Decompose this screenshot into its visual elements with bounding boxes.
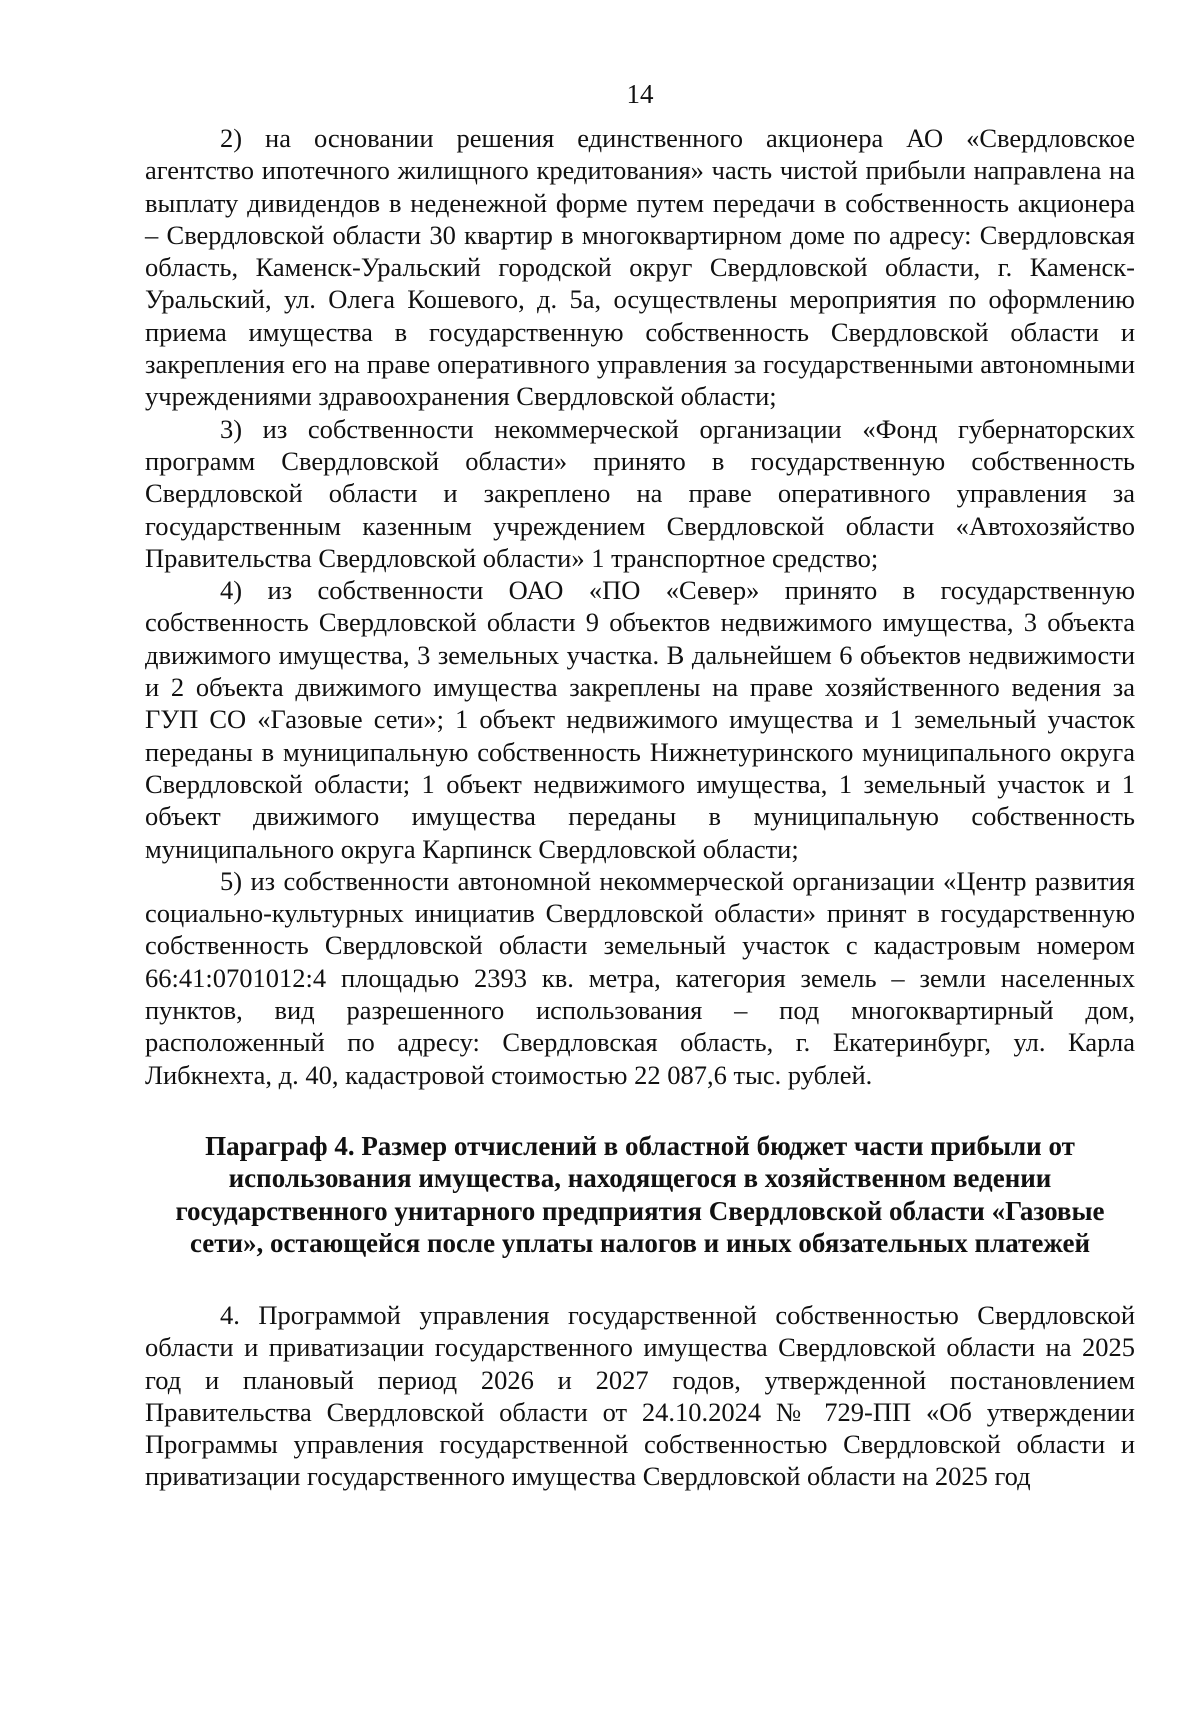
list-item-4: 4) из собственности ОАО «ПО «Север» принято в государственную собственность Свердловской области 9 объектов недвижимого имущества, 3 объекта движимого имущества, 3 земельных участка. В дальнейшем 6 объектов недвижимости и 2 объекта движимого имущества закреплены на праве хозяйственного ведения за ГУП СО «Газовые сети»; 1 объект недвижимого имущества и 1 земельный участок переданы в муниципальную собственность Нижнетуринского муниципального округа Свердловской области; 1 объект недвижимого имущества, 1 земельный участок и 1 объект движимого имущества переданы в муниципальную собственность муниципального округа Карпинск Свердловской области; <box>145 575 1135 864</box>
list-item-2: 2) на основании решения единственного акционера АО «Свердловское агентство ипотечного жилищного кредитования» часть чистой прибыли направлена на выплату дивидендов в неденежной форме путем передачи в собственность акционера – Свердловской области 30 квартир в многоквартирном доме по адресу: Свердловская область, Каменск-Уральский городской округ Свердловской области, г. Каменск-Уральский, ул. Олега Кошевого, д. 5а, осуществлены мероприятия по оформлению приема имущества в государственную собственность Свердловской области и закрепления его на праве оперативного управления за государственными автономными учреждениями здравоохранения Свердловской области; <box>145 123 1135 412</box>
section-heading: Параграф 4. Размер отчислений в областной бюджет части прибыли от использования имущества, находящегося в хозяйственном ведении государственного унитарного предприятия Свердловской области «Газовые сети», остающейся после уплаты налогов и иных обязательных платежей <box>175 1130 1105 1259</box>
document-body <box>145 122 1135 1493</box>
list-item-3: 3) из собственности некоммерческой организации «Фонд губернаторских программ Свердловской области» принято в государственную собственность Свердловской области и закреплено на праве оперативного управления за государственным казенным учреждением Свердловской области «Автохозяйство Правительства Свердловской области» 1 транспортное средство; <box>145 413 1135 573</box>
list-item-5: 5) из собственности автономной некоммерческой организации «Центр развития социально-культурных инициатив Свердловской области» принят в государственную собственность Свердловской области земельный участок с кадастровым номером 66:41:0701012:4 площадью 2393 кв. метра, категория земель – земли населенных пунктов, вид разрешенного использования – под многоквартирный дом, расположенный по адресу: Свердловская область, г. Екатеринбург, ул. Карла Либкнехта, д. 40, кадастровой стоимостью 22 087,6 тыс. рублей. <box>145 865 1135 1090</box>
page-number: 14 <box>626 79 654 109</box>
section-paragraph-4: 4. Программой управления государственной собственностью Свердловской области и приватизации государственного имущества Свердловской области на 2025 год и плановый период 2026 и 2027 годов, утвержденной постановлением Правительства Свердловской области от 24.10.2024 № 729-ПП «Об утверждении Программы управления государственной собственностью Свердловской области и приватизации государственного имущества Свердловской области на 2025 год <box>145 1299 1135 1492</box>
